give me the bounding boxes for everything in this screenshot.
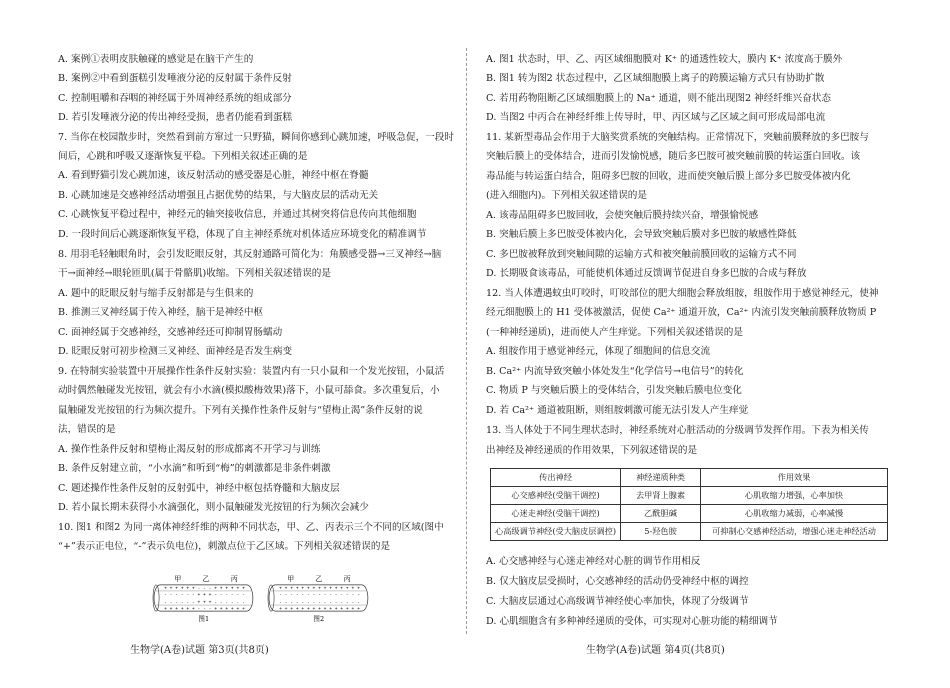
q8-option-a: A. 题中的眨眼反射与缩手反射都是与生俱来的 [58,288,254,299]
fig1-inner-bottom-charges: - - - - - - + + + - - - - - - [164,600,245,606]
table-row [491,487,888,505]
fig1-inner-top-charges: - - - - - - + + + - - - - - - [164,592,245,598]
fig2-label-jia: 甲 [287,573,295,583]
q7-option-b: B. 心跳加速是交感神经活动增强且占据优势的结果，与大脑皮层的活动无关 [58,190,379,201]
q12-option-d: D. 若 Ca²⁺ 通道被阻断，则组胺刺激可能无法引发人产生痒觉 [486,405,749,416]
table-cell: 可抑制心交感神经活动，增强心迷走神经活动 [701,523,888,541]
table-cell: 心肌收缩力减弱，心率减慢 [701,505,888,523]
center-divider [466,48,467,634]
q11-stem-line-2: 突触后膜上的受体结合，进而引发愉悦感，随后多巴胺可被突触前膜的转运蛋白回收。该 [486,151,861,162]
table-row [491,505,888,523]
q9-option-b: B. 条件反射建立前，“小水滴”和听到“梅”的刺激都是非条件刺激 [58,463,331,474]
table-cell: 5-羟色胺 [621,523,701,541]
q9-stem-line-3: 鼠触碰发光按钮的行为频次提升。下列有关操作性条件反射与“望梅止渴”条件反射的说 [58,405,423,416]
q13-option-b: B. 仅大脑皮层受损时，心交感神经的活动仍受神经中枢的调控 [486,576,749,587]
table-cell: 心肌收缩力增强，心率加快 [701,487,888,505]
q8-option-b: B. 推测三叉神经属于传入神经，脑干是神经中枢 [58,307,264,318]
q6-option-b: B. 案例②中看到蛋糕引发唾液分泌的反射属于条件反射 [58,73,292,84]
q12-stem-line-1: 12. 当人体遭遇蚊虫叮咬时，叮咬部位的肥大细胞会释放组胺，组胺作用于感觉神经元，使神 [486,288,879,299]
q7-option-d: D. 一段时间后心跳逐渐恢复平稳，体现了自主神经系统对机体适应环境变化的精准调节 [58,229,427,240]
q6-option-c: C. 控制咀嚼和吞咽的神经属于外周神经系统的组成部分 [58,93,292,104]
q13-header-transmitter: 神经递质种类 [621,469,701,487]
left-footer: 生物学(A卷)试题 第3页(共8页) [130,645,269,656]
fig1-nerve-fiber [153,574,253,623]
fig2-label-bing: 丙 [343,573,351,583]
q7-option-c: C. 心跳恢复平稳过程中，神经元的轴突接收信息，并通过其树突将信息传向其他细胞 [58,209,417,220]
q13-option-a: A. 心交感神经与心迷走神经对心脏的调节作用相反 [486,556,701,567]
q11-stem-line-3: 毒品能与转运蛋白结合，阻碍多巴胺的回收，进而使突触后膜上部分多巴胺受体被内化 [486,171,851,182]
fig2-nerve-fiber [268,574,368,623]
fig2-outer-bottom-charges: + + + + + + + + + + + + + + + [279,607,360,613]
q8-stem-line-1: 8. 用羽毛轻触眼角时，会引发眨眼反射，其反射通路可简化为：角膜感受器→三叉神经→脑 [58,249,442,260]
table-cell: 乙酰胆碱 [621,505,701,523]
table-cell: 去甲肾上腺素 [621,487,701,505]
right-footer: 生物学(A卷)试题 第4页(共8页) [586,645,725,656]
fig2-label-yi: 乙 [315,573,323,583]
q8-stem-line-2: 干→面神经→眼轮匝肌(属于骨骼肌)收缩。下列相关叙述错误的是 [58,268,331,279]
q10-option-d: D. 当图2 中丙合在神经纤维上传导时，甲、丙区域与乙区域之间可形成局部电流 [486,112,826,123]
q8-option-d: D. 眨眼反射可初步检测三叉神经、面神经是否发生病变 [58,346,293,357]
q10-option-c: C. 若用药物阻断乙区域细胞膜上的 Na⁺ 通道，则不能出现图2 神经纤维兴奋状态 [486,93,831,104]
q9-option-c: C. 题述操作性条件反射的反射弧中，神经中枢包括脊髓和大脑皮层 [58,483,340,494]
q12-stem-line-3: (一种神经递质)，进而使人产生痒觉。下列相关叙述错误的是 [486,327,743,338]
table-cell: 心迷走神经(受脑干调控) [491,505,621,523]
q13-header-nerve: 传出神经 [491,469,621,487]
q10-stem-line-2: “+”表示正电位，“-”表示负电位)，刺激点位于乙区域。下列相关叙述错误的是 [58,541,391,552]
q7-option-a: A. 看到野猫引发心跳加速，该反射活动的感受器是心脏，神经中枢在脊髓 [58,170,369,181]
q10-figures [150,571,382,627]
q8-option-c: C. 面神经属于交感神经，交感神经还可抑制胃肠蠕动 [58,327,283,338]
table-row [491,523,888,541]
q9-option-d: D. 若小鼠长期未获得小水滴强化，则小鼠触碰发光按钮的行为频次会减少 [58,502,369,513]
q12-stem-line-2: 经元细胞膜上的 H1 受体被激活，促使 Ca²⁺ 通道开放，Ca²⁺ 内流引发突触前膜释放物质 P [486,307,877,318]
q9-stem-line-4: 法，错误的是 [58,424,116,435]
q12-option-c: C. 物质 P 与突触后膜上的受体结合，引发突触后膜电位变化 [486,385,742,396]
q13-option-d: D. 心肌细胞含有多种神经递质的受体，可实现对心脏功能的精细调节 [486,616,778,627]
q9-option-a: A. 操作性条件反射和望梅止渴反射的形成都离不开学习与训练 [58,444,321,455]
q12-option-b: B. Ca²⁺ 内流导致突触小体处发生“化学信号→电信号”的转化 [486,366,744,377]
q11-option-a: A. 该毒品阻碍多巴胺回收，会使突触后膜持续兴奋，增强愉悦感 [486,210,759,221]
q10-stem-line-1: 10. 图1 和图2 为同一离体神经纤维的两种不同状态，甲、乙、丙表示三个不同的区域(图中 [58,522,444,533]
fig1-outer-top-charges: + + + + + + - - - + + + + + + [164,586,245,592]
q9-stem-line-2: 动时偶然触碰发光按钮，就会有小水滴(模拟酸梅效果)落下，小鼠可舔食。多次重复后，小 [58,385,440,396]
q13-table [490,468,888,541]
q11-stem-line-4: (进入细胞内)。下列相关叙述错误的是 [486,190,647,201]
q13-option-c: C. 大脑皮层通过心高级调节神经使心率加快，体现了分级调节 [486,596,749,607]
fig1-label-jia: 甲 [174,573,182,583]
table-cell: 心高级调节神经(受大脑皮层调控) [491,523,621,541]
q7-stem-line-1: 7. 当你在校园散步时，突然看到前方窜过一只野猫，瞬间你感到心跳加速，呼吸急促，一段时 [58,132,454,143]
q13-stem-line-2: 出神经及神经递质的作用效果，下列叙述错误的是 [486,445,698,456]
q11-option-d: D. 长期吸食该毒品，可能使机体通过反馈调节促进自身多巴胺的合成与释放 [486,268,807,279]
q7-stem-line-2: 间后，心跳和呼吸又逐渐恢复平稳。下列相关叙述正确的是 [58,151,308,162]
q13-header-effect: 作用效果 [701,469,888,487]
fig2-inner-bottom-charges: - - - - - - - - - - - - - - - [279,600,360,606]
fig2-inner-top-charges: - - - - - - - - - - - - - - - [279,592,360,598]
q11-stem-line-1: 11. 某新型毒品会作用于大脑奖赏系统的突触结构。正常情况下，突触前膜释放的多巴胺与 [486,132,869,143]
q10-option-a: A. 图1 状态时，甲、乙、丙区域细胞膜对 K⁺ 的通透性较大，膜内 K⁺ 浓度高于膜外 [486,54,843,65]
q10-option-b: B. 图1 转为图2 状态过程中，乙区域细胞膜上离子的跨膜运输方式只有协助扩散 [486,73,825,84]
q13-table-header [491,469,888,487]
table-cell: 心交感神经(受脑干调控) [491,487,621,505]
q12-option-a: A. 组胺作用于感觉神经元，体现了细胞间的信息交流 [486,346,711,357]
q6-option-d: D. 若引发唾液分泌的传出神经受损，患者仍能看到蛋糕 [58,112,293,123]
fig1-caption: 图1 [198,615,210,624]
q13-stem-line-1: 13. 当人体处于不同生理状态时，神经系统对心脏活动的分级调节发挥作用。下表为相关传 [486,425,869,436]
fig2-outer-top-charges: + + + + + + + + + + + + + + + [279,586,360,592]
q9-stem-line-1: 9. 在特制实验装置中开展操作性条件反射实验：装置内有一只小鼠和一个发光按钮，小鼠活 [58,366,445,377]
fig1-label-bing: 丙 [230,573,238,583]
q11-option-c: C. 多巴胺被释放到突触间隙的运输方式和被突触前膜回收的运输方式不同 [486,249,797,260]
fig1-outer-bottom-charges: + + + + + + - - - + + + + + + [164,607,245,613]
q11-option-b: B. 突触后膜上多巴胺受体被内化，会导致突触后膜对多巴胺的敏感性降低 [486,229,797,240]
fig1-label-yi: 乙 [202,573,210,583]
fig2-caption: 图2 [313,615,325,624]
q6-option-a: A. 案例①表明皮肤触碰的感觉是在脑干产生的 [58,54,254,65]
